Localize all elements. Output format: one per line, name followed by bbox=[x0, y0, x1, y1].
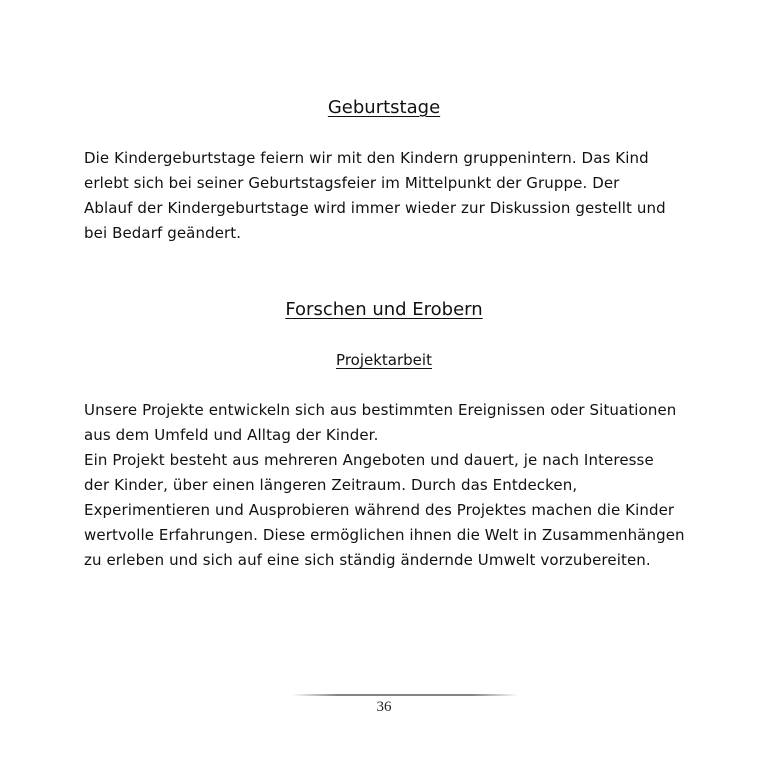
footer-divider bbox=[292, 694, 518, 696]
paragraph-projektarbeit bbox=[84, 398, 734, 573]
subsection-title-projektarbeit: Projektarbeit bbox=[336, 351, 432, 369]
section-title-forschen-und-erobern: Forschen und Erobern bbox=[285, 299, 483, 320]
paragraph-line: Experimentieren und Ausprobieren während des Projektes machen die Kinder bbox=[84, 501, 675, 519]
section-title-geburtstage: Geburtstage bbox=[327, 97, 441, 118]
paragraph-line: Die Kindergeburtstage feiern wir mit den Kindern gruppenintern. Das Kind bbox=[84, 149, 649, 167]
paragraph-line: Unsere Projekte entwickeln sich aus bestimmten Ereignissen oder Situationen bbox=[84, 401, 677, 419]
paragraph-line: Ein Projekt besteht aus mehreren Angeboten und dauert, je nach Interesse bbox=[84, 451, 654, 469]
paragraph-line: zu erleben und sich auf eine sich ständig ändernde Umwelt vorzubereiten. bbox=[84, 551, 651, 569]
page-number: 36 bbox=[376, 699, 392, 715]
paragraph-geburtstage bbox=[84, 146, 734, 246]
paragraph-line: aus dem Umfeld und Alltag der Kinder. bbox=[84, 426, 379, 444]
paragraph-line: wertvolle Erfahrungen. Diese ermöglichen ihnen die Welt in Zusammenhängen bbox=[84, 526, 685, 544]
paragraph-line: der Kinder, über einen längeren Zeitraum. Durch das Entdecken, bbox=[84, 476, 578, 494]
paragraph-line: bei Bedarf geändert. bbox=[84, 224, 242, 242]
paragraph-line: Ablauf der Kindergeburtstage wird immer wieder zur Diskussion gestellt und bbox=[84, 199, 666, 217]
paragraph-line: erlebt sich bei seiner Geburtstagsfeier im Mittelpunkt der Gruppe. Der bbox=[84, 174, 620, 192]
